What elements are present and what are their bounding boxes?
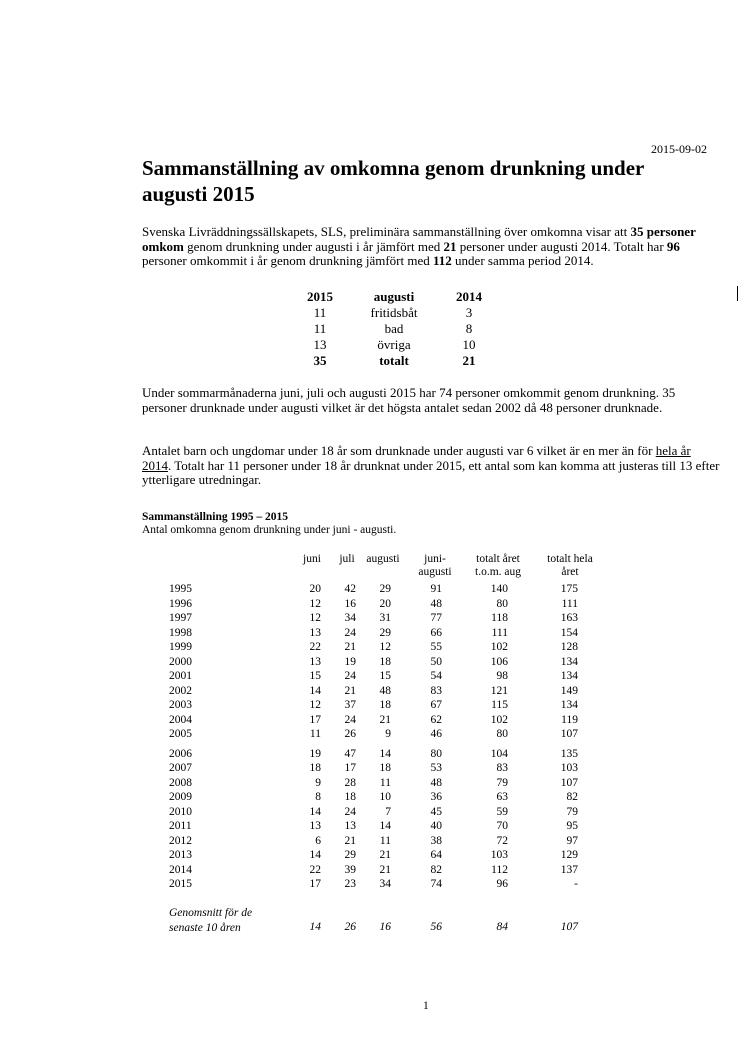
year-cell: 2002	[169, 684, 192, 697]
juli-cell: 18	[344, 791, 356, 803]
hela-cell: 149	[560, 684, 578, 697]
totalt-cell: 80	[496, 728, 508, 740]
juli-cell: 34	[344, 612, 356, 624]
average-cell: 56	[430, 921, 442, 933]
augusti-cell: 15	[379, 670, 391, 682]
totalt-cell: 106	[490, 655, 508, 668]
table-row	[0, 583, 746, 597]
juli-cell: 28	[344, 776, 356, 789]
year-cell: 1996	[169, 597, 192, 610]
juni-cell: 8	[315, 791, 321, 803]
juli-cell: 19	[344, 655, 356, 668]
col-header-line: augusti	[418, 566, 452, 578]
intro-text-5: under samma period 2014.	[451, 253, 594, 269]
juli-cell: 39	[344, 863, 356, 876]
summary-header-row	[296, 289, 494, 305]
juli-cell: 13	[344, 820, 356, 832]
juni-augusti-cell: 83	[430, 684, 442, 697]
hela-ar-link[interactable]: hela år 2014	[142, 443, 691, 473]
average-cell: 16	[379, 921, 391, 933]
juni-cell: 17	[309, 713, 321, 726]
table-row	[0, 598, 746, 612]
juli-cell: 29	[344, 849, 356, 861]
summary-table	[296, 289, 494, 369]
intro-bold-2: 21	[443, 238, 457, 254]
hela-cell: 111	[561, 597, 578, 610]
augusti-cell: 31	[379, 612, 391, 624]
augusti-cell: 21	[379, 863, 391, 876]
hela-cell: 103	[560, 762, 578, 774]
totalt-cell: 70	[496, 820, 508, 832]
juni-augusti-cell: 74	[430, 878, 442, 890]
summary-total-row	[296, 353, 494, 369]
juni-augusti-cell: 66	[430, 626, 442, 639]
totalt-cell: 102	[490, 713, 508, 726]
juli-cell: 47	[344, 747, 356, 760]
summary-cell: 3	[465, 305, 473, 320]
average-cell: 107	[560, 921, 578, 933]
hela-cell: 154	[560, 626, 578, 639]
juli-cell: 23	[344, 878, 356, 890]
juni-cell: 17	[309, 878, 321, 890]
hela-cell: -	[574, 878, 578, 890]
juni-augusti-cell: 77	[430, 612, 442, 624]
juni-augusti-cell: 91	[430, 583, 442, 595]
augusti-cell: 21	[379, 849, 391, 861]
juli-cell: 24	[344, 805, 356, 818]
intro-text-3: personer under augusti 2014. Totalt har	[456, 238, 667, 254]
year-cell: 1995	[169, 583, 192, 595]
augusti-cell: 7	[385, 805, 391, 818]
juni-cell: 6	[315, 834, 321, 847]
totalt-cell: 72	[496, 834, 508, 847]
augusti-cell: 12	[379, 641, 391, 653]
augusti-cell: 18	[379, 655, 391, 668]
juli-cell: 21	[344, 641, 356, 653]
augusti-cell: 34	[379, 878, 391, 890]
section-subtitle: Antal omkomna genom drunkning under juni - augusti.	[142, 524, 397, 536]
children-text-1: Antalet barn och ungdomar under 18 år som drunknade under augusti var 6 vilket är en mer än för	[142, 443, 656, 458]
summary-header-cell: augusti	[373, 289, 415, 304]
summer-paragraph: Under sommarmånaderna juni, juli och augusti 2015 har 74 personer omkommit genom drunkning. 35 personer drunknade under augusti vilket är det högsta antalet sedan 2002 då 48 personer drunknade.	[142, 385, 676, 415]
juni-cell: 9	[315, 776, 321, 789]
augusti-cell: 21	[379, 713, 391, 726]
summary-cell: 11	[313, 321, 327, 336]
table-row	[0, 641, 746, 655]
totalt-cell: 98	[496, 670, 508, 682]
col-header-juli: juli	[339, 553, 355, 565]
col-header-line: totalt hela	[547, 553, 593, 565]
average-cell: 84	[496, 921, 508, 933]
totalt-cell: 111	[491, 626, 508, 639]
augusti-cell: 48	[379, 684, 391, 697]
year-cell: 2011	[169, 820, 192, 832]
juni-cell: 13	[309, 820, 321, 832]
average-label-line: senaste 10 åren	[169, 922, 241, 934]
intro-bold-3: 96	[666, 238, 680, 254]
totalt-cell: 59	[496, 805, 508, 818]
table-row	[0, 849, 746, 863]
augusti-cell: 18	[379, 762, 391, 774]
col-header-line: t.o.m. aug	[475, 566, 521, 578]
table-row	[0, 728, 746, 742]
totalt-cell: 103	[490, 849, 508, 861]
col-header-juni: juni	[303, 553, 321, 565]
intro-bold-4: 112	[433, 253, 452, 269]
juli-cell: 24	[344, 713, 356, 726]
average-cell: 14	[309, 921, 321, 933]
children-text-2: . Totalt har 11 personer under 18 år drunknat under 2015, ett antal som kan komma att justeras till 13 efter ytterligare utredningar.	[142, 457, 720, 488]
text-cursor	[737, 286, 738, 301]
totalt-cell: 118	[491, 612, 508, 624]
juni-cell: 22	[309, 641, 321, 653]
juni-cell: 11	[309, 728, 321, 740]
juli-cell: 24	[344, 670, 356, 682]
hela-cell: 134	[560, 699, 578, 711]
juni-augusti-cell: 62	[430, 713, 442, 726]
table-row	[0, 670, 746, 684]
juni-augusti-cell: 38	[430, 834, 442, 847]
augusti-cell: 14	[379, 747, 391, 760]
augusti-cell: 11	[379, 776, 391, 789]
juni-cell: 14	[309, 684, 321, 697]
totalt-cell: 121	[490, 684, 508, 697]
col-header-hela	[538, 553, 602, 579]
totalt-cell: 79	[496, 776, 508, 789]
juli-cell: 26	[344, 728, 356, 740]
summary-cell: övriga	[377, 337, 411, 352]
year-cell: 1998	[169, 626, 192, 639]
hela-cell: 137	[560, 863, 578, 876]
intro-text-4: personer omkommit i år genom drunkning jämfört med	[142, 253, 433, 269]
table-row	[0, 612, 746, 626]
hela-cell: 128	[560, 641, 578, 653]
augusti-cell: 29	[379, 626, 391, 639]
summary-total-cell: 21	[462, 353, 476, 368]
totalt-cell: 112	[491, 863, 508, 876]
table-row	[0, 748, 746, 762]
juni-augusti-cell: 36	[430, 791, 442, 803]
totalt-cell: 115	[491, 699, 508, 711]
augusti-cell: 10	[379, 791, 391, 803]
summary-total-cell: totalt	[379, 353, 409, 368]
year-cell: 2010	[169, 805, 192, 818]
table-row	[0, 820, 746, 834]
juni-augusti-cell: 67	[430, 699, 442, 711]
augusti-cell: 29	[379, 583, 391, 595]
hela-cell: 79	[566, 805, 578, 818]
table-row	[0, 777, 746, 791]
year-cell: 2000	[169, 655, 192, 668]
juli-cell: 37	[344, 699, 356, 711]
juni-augusti-cell: 54	[430, 670, 442, 682]
juni-augusti-cell: 48	[430, 776, 442, 789]
juli-cell: 16	[344, 597, 356, 610]
year-cell: 2008	[169, 776, 192, 789]
hela-cell: 107	[560, 728, 578, 740]
summary-row	[296, 321, 494, 337]
juni-cell: 12	[309, 612, 321, 624]
totalt-cell: 80	[496, 597, 508, 610]
children-paragraph	[142, 444, 722, 488]
juni-cell: 14	[309, 849, 321, 861]
hela-cell: 95	[566, 820, 578, 832]
juni-augusti-cell: 80	[430, 747, 442, 760]
year-cell: 2015	[169, 878, 192, 890]
hela-cell: 97	[566, 834, 578, 847]
col-header-augusti: augusti	[366, 553, 400, 565]
juli-cell: 42	[344, 583, 356, 595]
juni-augusti-cell: 53	[430, 762, 442, 774]
table-row	[0, 627, 746, 641]
intro-paragraph	[142, 225, 722, 269]
hela-cell: 82	[566, 791, 578, 803]
totalt-cell: 102	[490, 641, 508, 653]
summary-row	[296, 305, 494, 321]
table-row	[0, 685, 746, 699]
col-header-line: året	[561, 566, 579, 578]
augusti-cell: 20	[379, 597, 391, 610]
juni-cell: 12	[309, 699, 321, 711]
hela-cell: 129	[560, 849, 578, 861]
intro-text-1: Svenska Livräddningssällskapets, SLS, preliminära sammanställning över omkomna visar att	[142, 224, 631, 239]
juni-augusti-cell: 46	[430, 728, 442, 740]
year-cell: 1999	[169, 641, 192, 653]
year-cell: 2014	[169, 863, 192, 876]
totalt-cell: 83	[496, 762, 508, 774]
intro-bold-1: 35 personer omkom	[142, 224, 696, 254]
col-header-line: juni-	[424, 553, 446, 565]
year-cell: 2006	[169, 747, 192, 760]
augusti-cell: 11	[379, 834, 391, 847]
hela-cell: 175	[560, 583, 578, 595]
average-row	[0, 921, 746, 935]
summary-header-cell: 2014	[456, 289, 482, 304]
hela-cell: 119	[561, 713, 578, 726]
juni-cell: 13	[309, 655, 321, 668]
year-cell: 2005	[169, 728, 192, 740]
summary-cell: 8	[465, 321, 473, 336]
year-cell: 2001	[169, 670, 192, 682]
table-row	[0, 835, 746, 849]
augusti-cell: 18	[379, 699, 391, 711]
year-cell: 2004	[169, 713, 192, 726]
table-row	[0, 864, 746, 878]
summary-cell: fritidsbåt	[370, 305, 418, 320]
totalt-cell: 96	[496, 878, 508, 890]
year-cell: 2003	[169, 699, 192, 711]
juni-cell: 12	[309, 597, 321, 610]
augusti-cell: 14	[379, 820, 391, 832]
juni-cell: 18	[309, 762, 321, 774]
hela-cell: 163	[560, 612, 578, 624]
average-label-line: Genomsnitt för de	[169, 907, 253, 919]
table-row	[0, 699, 746, 713]
juni-augusti-cell: 40	[430, 820, 442, 832]
col-header-juni-augusti	[414, 553, 456, 579]
table-row	[0, 762, 746, 776]
juni-augusti-cell: 45	[430, 805, 442, 818]
juli-cell: 21	[344, 834, 356, 847]
juni-cell: 15	[309, 670, 321, 682]
document-title: Sammanställning av omkomna genom drunkning under augusti 2015	[142, 156, 644, 206]
table-row	[0, 878, 746, 892]
hela-cell: 107	[560, 776, 578, 789]
table-row	[0, 806, 746, 820]
juni-augusti-cell: 82	[430, 863, 442, 876]
totalt-cell: 140	[490, 583, 508, 595]
page-number: 1	[423, 1000, 429, 1012]
summary-header-cell: 2015	[307, 289, 333, 304]
average-cell: 26	[344, 921, 356, 933]
intro-text-2: genom drunkning under augusti i år jämfört med	[183, 238, 444, 254]
summary-cell: bad	[384, 321, 404, 336]
augusti-cell: 9	[385, 728, 391, 740]
juni-cell: 14	[309, 805, 321, 818]
hela-cell: 135	[560, 747, 578, 760]
table-row	[0, 791, 746, 805]
year-cell: 1997	[169, 612, 192, 624]
juni-cell: 20	[309, 583, 321, 595]
year-cell: 2009	[169, 791, 192, 803]
juli-cell: 24	[344, 626, 356, 639]
summary-cell: 10	[462, 337, 476, 352]
juni-cell: 19	[309, 747, 321, 760]
juni-augusti-cell: 50	[430, 655, 442, 668]
juni-cell: 13	[309, 626, 321, 639]
totalt-cell: 104	[490, 747, 508, 760]
section-title: Sammanställning 1995 – 2015	[142, 511, 289, 523]
juli-cell: 21	[344, 684, 356, 697]
hela-cell: 134	[560, 670, 578, 682]
juni-augusti-cell: 48	[430, 597, 442, 610]
summary-total-cell: 35	[313, 353, 327, 368]
juni-cell: 22	[309, 863, 321, 876]
col-header-line: totalt året	[476, 553, 520, 565]
year-cell: 2013	[169, 849, 192, 861]
table-row	[0, 714, 746, 728]
summary-row	[296, 337, 494, 353]
juni-augusti-cell: 64	[430, 849, 442, 861]
document-date: 2015-09-02	[651, 142, 707, 156]
col-header-totalt	[466, 553, 530, 579]
summary-cell: 13	[313, 337, 327, 352]
table-row	[0, 656, 746, 670]
year-cell: 2012	[169, 834, 192, 847]
hela-cell: 134	[560, 655, 578, 668]
year-cell: 2007	[169, 762, 192, 774]
juli-cell: 17	[344, 762, 356, 774]
totalt-cell: 63	[496, 791, 508, 803]
juni-augusti-cell: 55	[430, 641, 442, 653]
summary-cell: 11	[313, 305, 327, 320]
